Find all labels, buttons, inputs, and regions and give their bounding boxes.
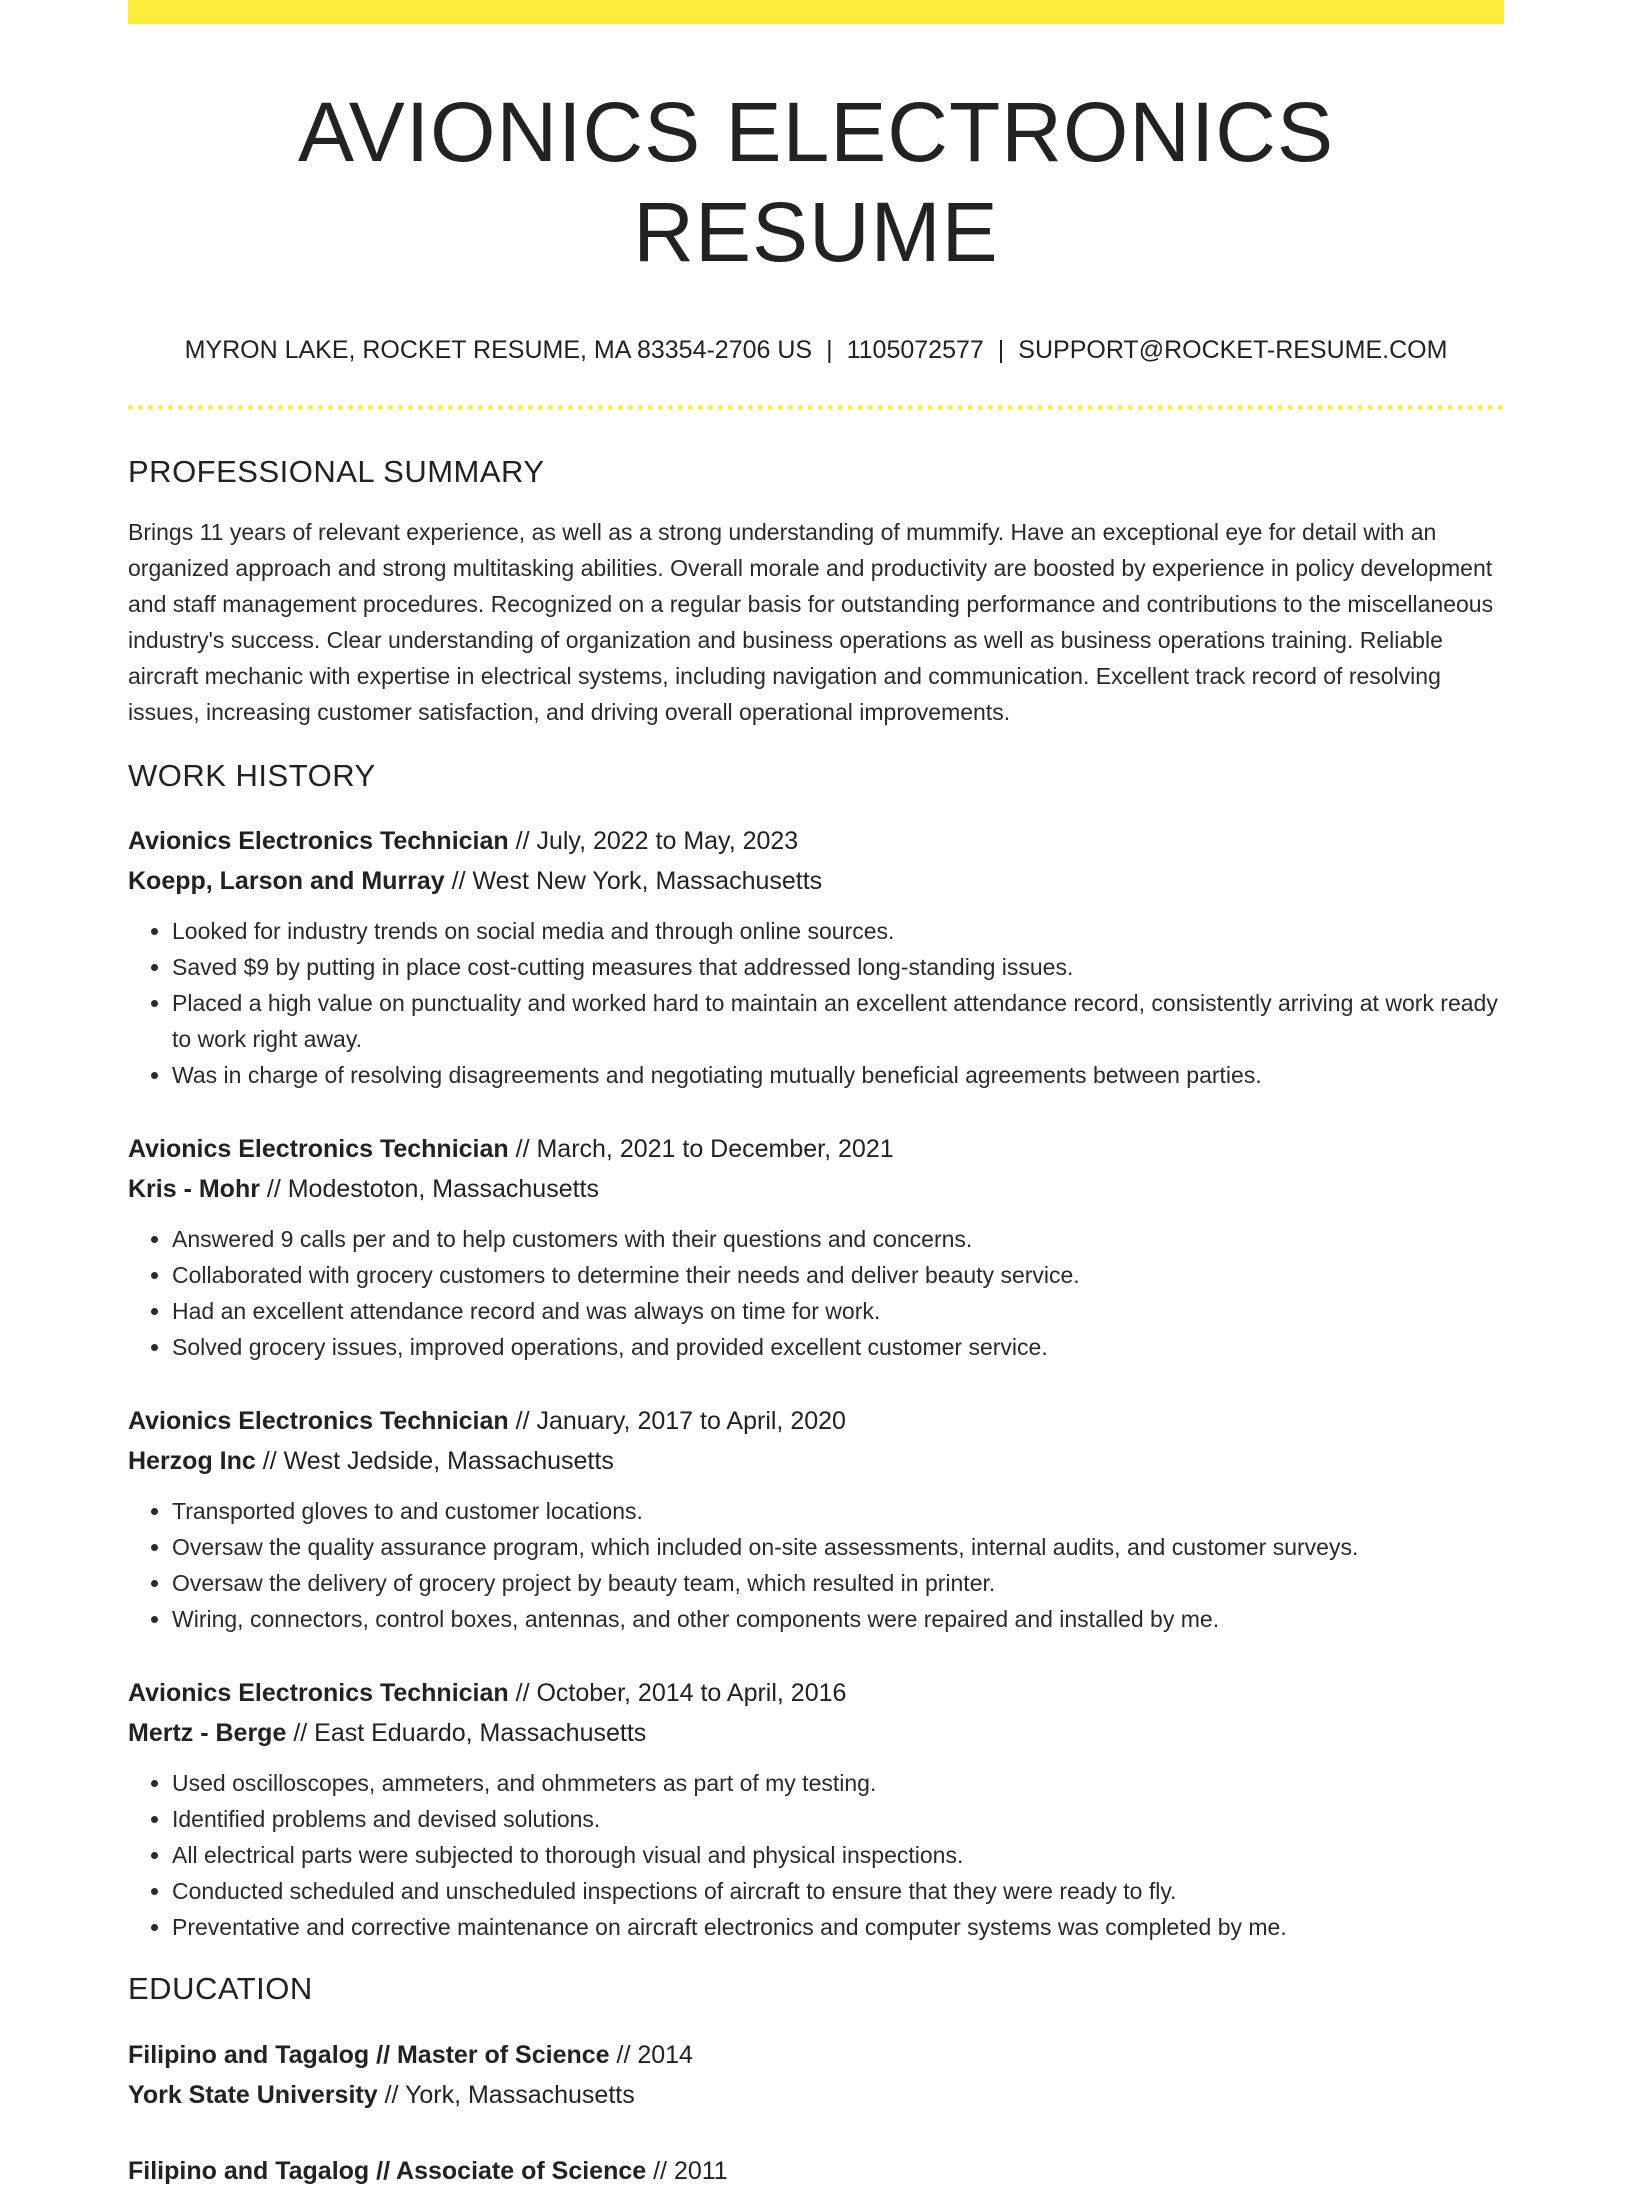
resume-page (128, 0, 1504, 2191)
job-bullet: • Solved grocery issues, improved operations, and provided excellent customer service. (172, 1329, 1504, 1365)
contact-phone: 1105072577 (846, 336, 984, 364)
job-bullet: • Conducted scheduled and unscheduled inspections of aircraft to ensure that they were ready to fly. (172, 1873, 1504, 1909)
job-company-line (128, 1441, 1504, 1481)
job-title-line (128, 1129, 1504, 1169)
job-bullets (128, 1493, 1504, 1637)
job-dates: // October, 2014 to April, 2016 (508, 1679, 847, 1707)
job-title: Avionics Electronics Technician (128, 1407, 509, 1435)
resume-title: AVIONICS ELECTRONICS RESUME (298, 85, 1334, 279)
education-degree-line (128, 2035, 1504, 2075)
job-title: Avionics Electronics Technician (128, 827, 509, 855)
job-entry (128, 1401, 1504, 1637)
contact-separator: | (997, 336, 1005, 364)
job-dates: // January, 2017 to April, 2020 (508, 1407, 846, 1435)
job-title-line (128, 821, 1504, 861)
job-company: Herzog Inc (128, 1447, 256, 1475)
job-location: // West New York, Massachusetts (444, 867, 823, 895)
education-degree: Filipino and Tagalog // Master of Science (128, 2041, 610, 2069)
contact-email: SUPPORT@ROCKET-RESUME.COM (1018, 336, 1448, 364)
contact-address: MYRON LAKE, ROCKET RESUME, MA 83354-2706 US (184, 336, 813, 364)
education-school-line (128, 2075, 1504, 2115)
job-location: // West Jedside, Massachusetts (255, 1447, 614, 1475)
accent-top-bar (128, 0, 1504, 24)
job-location: // Modestoton, Massachusetts (259, 1175, 600, 1203)
job-title: Avionics Electronics Technician (128, 1679, 509, 1707)
job-bullet: • Transported gloves to and customer locations. (172, 1493, 1504, 1529)
education-year: // 2011 (646, 2157, 728, 2185)
job-title-line (128, 1401, 1504, 1441)
job-bullet: • Was in charge of resolving disagreements and negotiating mutually beneficial agreements between parties. (172, 1057, 1504, 1093)
job-title: Avionics Electronics Technician (128, 1135, 509, 1163)
work-history-heading: WORK HISTORY (128, 758, 376, 793)
job-company-line (128, 1169, 1504, 1209)
education-heading: EDUCATION (128, 1971, 313, 2006)
job-bullet: • Placed a high value on punctuality and worked hard to maintain an excellent attendance record, consistently arriving at work ready to work right away. (172, 985, 1504, 1057)
job-bullet: • Preventative and corrective maintenance on aircraft electronics and computer systems was completed by me. (172, 1909, 1504, 1945)
job-bullets (128, 1221, 1504, 1365)
job-dates: // March, 2021 to December, 2021 (508, 1135, 894, 1163)
job-bullet: • Wiring, connectors, control boxes, antennas, and other components were repaired and installed by me. (172, 1601, 1504, 1637)
education-entry (128, 2035, 1504, 2115)
job-bullet: • All electrical parts were subjected to thorough visual and physical inspections. (172, 1837, 1504, 1873)
education-year: // 2014 (609, 2041, 693, 2069)
contact-separator: | (826, 336, 833, 364)
job-bullet: • Identified problems and devised solutions. (172, 1801, 1504, 1837)
job-bullet: • Saved $9 by putting in place cost-cutting measures that addressed long-standing issues. (172, 949, 1504, 985)
education-entry (128, 2151, 1504, 2191)
education-degree-line (128, 2151, 1504, 2191)
summary-text: Brings 11 years of relevant experience, as well as a strong understanding of mummify. Have an exceptional eye for detail with an organized approach and strong multitasking abilities. Overall morale and productivity are boosted by experience in policy development and staff management procedures. Recognized on a regular basis for outstanding performance and contributions to the miscellaneous industry's success. Clear understanding of organization and business operations as well as business operations training. Reliable aircraft mechanic with expertise in electrical systems, including navigation and communication. Excellent track record of resolving issues, increasing customer satisfaction, and driving overall operational improvements. (128, 519, 1494, 725)
job-location: // East Eduardo, Massachusetts (286, 1719, 647, 1747)
job-company: Koepp, Larson and Murray (128, 867, 445, 895)
job-company-line (128, 861, 1504, 901)
job-company-line (128, 1713, 1504, 1753)
job-bullet: • Had an excellent attendance record and was always on time for work. (172, 1293, 1504, 1329)
job-bullet: • Oversaw the quality assurance program, which included on-site assessments, internal audits, and customer surveys. (172, 1529, 1504, 1565)
job-bullet: • Collaborated with grocery customers to determine their needs and deliver beauty service. (172, 1257, 1504, 1293)
job-entry (128, 1673, 1504, 1945)
job-bullet: • Oversaw the delivery of grocery project by beauty team, which resulted in printer. (172, 1565, 1504, 1601)
job-bullet: • Answered 9 calls per and to help customers with their questions and concerns. (172, 1221, 1504, 1257)
job-company: Kris - Mohr (128, 1175, 260, 1203)
job-company: Mertz - Berge (128, 1719, 287, 1747)
job-dates: // July, 2022 to May, 2023 (508, 827, 799, 855)
education-degree: Filipino and Tagalog // Associate of Science (128, 2157, 647, 2185)
job-bullet: • Used oscilloscopes, ammeters, and ohmmeters as part of my testing. (172, 1765, 1504, 1801)
education-school: York State University (128, 2081, 378, 2109)
contact-line (128, 334, 1504, 366)
job-title-line (128, 1673, 1504, 1713)
education-location: // York, Massachusetts (377, 2081, 635, 2109)
job-entry (128, 1129, 1504, 1365)
job-entry (128, 821, 1504, 1093)
dotted-divider (128, 405, 1504, 410)
job-bullet: • Looked for industry trends on social media and through online sources. (172, 913, 1504, 949)
summary-heading: PROFESSIONAL SUMMARY (128, 454, 545, 489)
job-bullets (128, 1765, 1504, 1945)
job-bullets (128, 913, 1504, 1093)
